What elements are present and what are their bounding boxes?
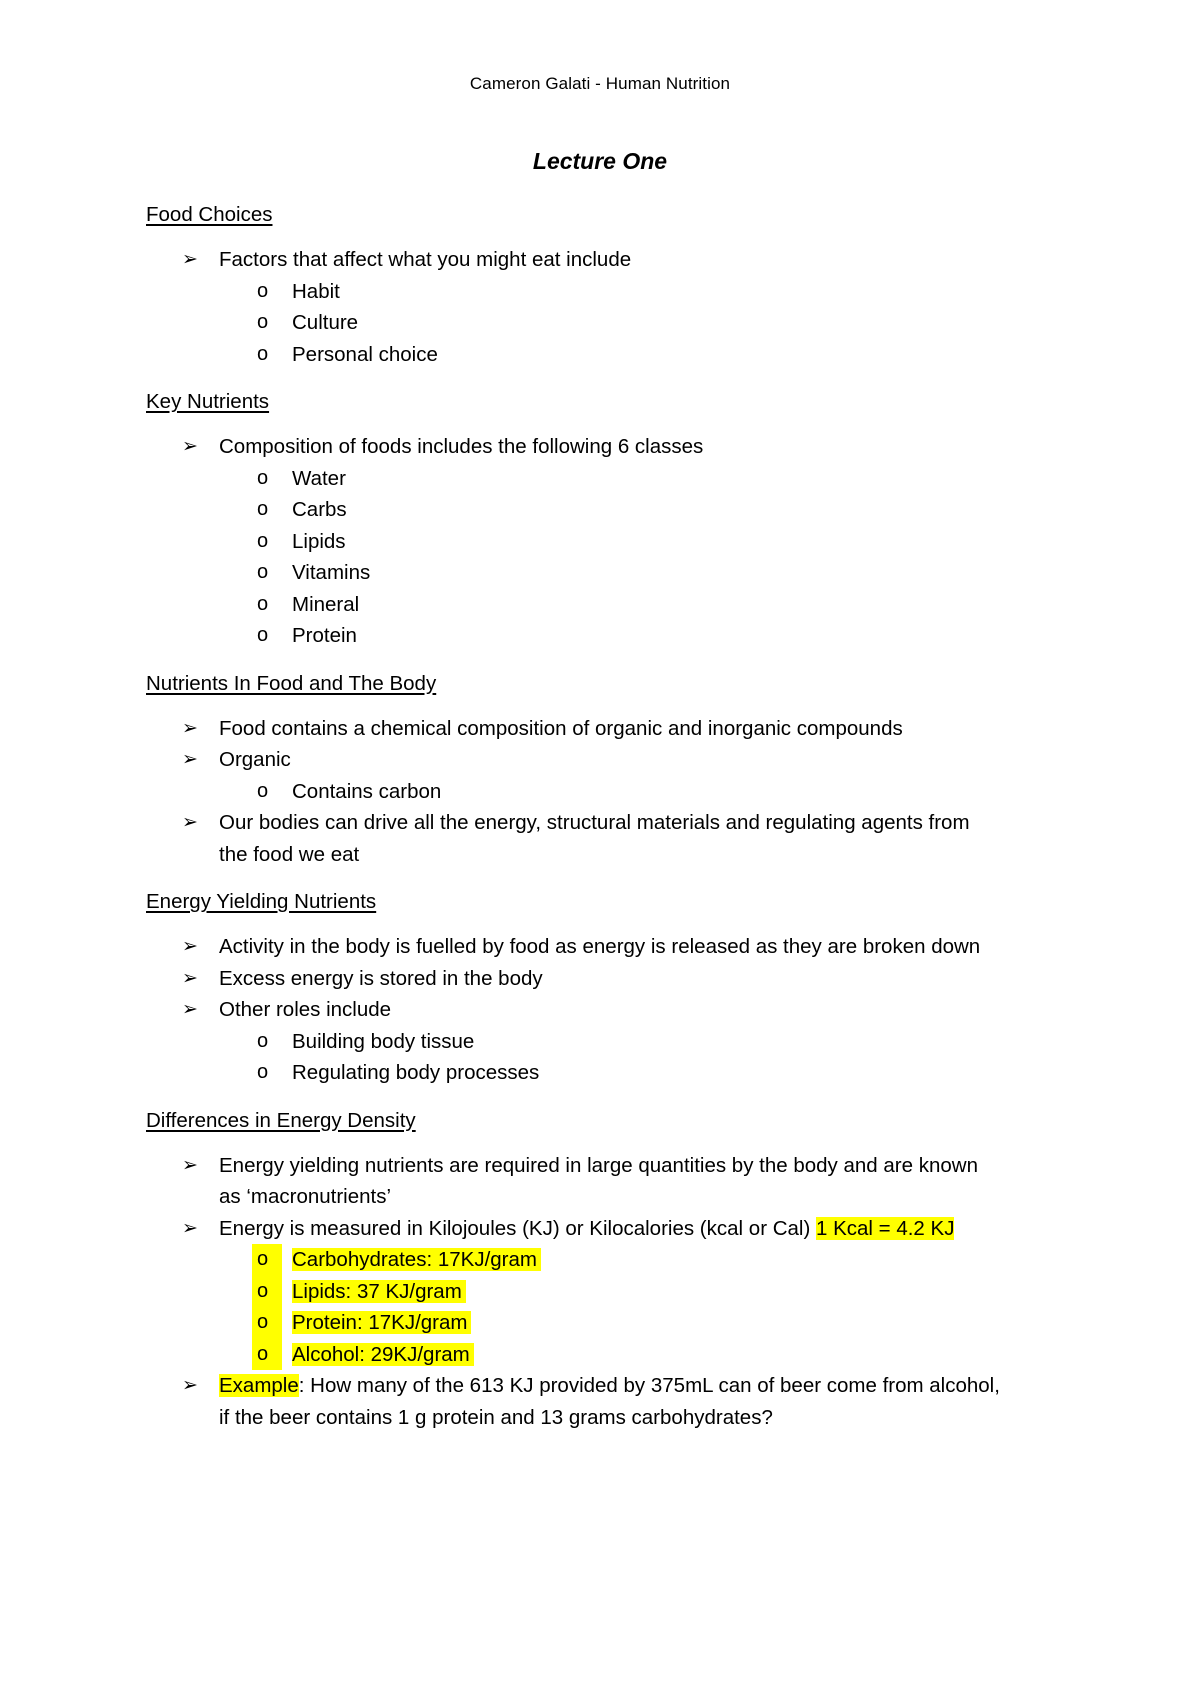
bullet-text: if the beer contains 1 g protein and 13 grams carbohydrates? — [219, 1405, 773, 1429]
bullet-item — [146, 431, 1076, 463]
sub-item — [146, 620, 1076, 652]
sub-text: Lipids — [292, 529, 346, 553]
sub-text: Lipids: 37 KJ/gram — [292, 1280, 466, 1303]
sub-item — [146, 1057, 1076, 1089]
sub-text: Water — [292, 466, 346, 490]
arrow-bullet-icon: ➢ — [182, 936, 198, 957]
sub-item — [146, 589, 1076, 621]
sub-item — [146, 557, 1076, 589]
circle-bullet-icon: o — [252, 1244, 282, 1276]
arrow-bullet-icon: ➢ — [182, 1217, 198, 1239]
sub-text: Culture — [292, 311, 359, 334]
arrow-bullet-icon: ➢ — [182, 967, 198, 989]
section-food-choices — [146, 199, 1076, 370]
sub-text: Vitamins — [292, 561, 371, 584]
circle-bullet-icon: o — [252, 1276, 282, 1308]
lecture-title: Lecture One — [532, 148, 668, 174]
section-heading: Food Choices — [146, 203, 273, 226]
section-energy-yielding — [146, 886, 1076, 1089]
section-heading: Nutrients In Food and The Body — [146, 671, 437, 695]
bullet-text: Other roles include — [219, 998, 392, 1021]
sub-item — [146, 526, 1076, 558]
bullet-text: Our bodies can drive all the energy, structural materials and regulating agents from — [219, 811, 970, 834]
circle-bullet-icon: o — [257, 466, 269, 489]
bullet-item — [146, 963, 1076, 995]
sub-item — [146, 339, 1076, 371]
arrow-bullet-icon: ➢ — [182, 812, 198, 833]
bullet-list — [146, 244, 1076, 370]
bullet-text: Organic — [219, 748, 291, 771]
bullet-text: : How many of the 613 KJ provided by 375mL can of beer come from alcohol, — [298, 1374, 1000, 1397]
bullet-text: Excess energy is stored in the body — [219, 966, 543, 990]
bullet-text: the food we eat — [219, 842, 360, 866]
sub-item — [146, 776, 1076, 808]
bullet-continuation — [146, 1402, 1076, 1434]
circle-bullet-icon: o — [257, 279, 269, 302]
example-label: Example — [219, 1374, 299, 1397]
bullet-text: Composition of foods includes the following 6 classes — [219, 435, 704, 458]
sub-item — [146, 494, 1076, 526]
circle-bullet-icon: o — [252, 1307, 282, 1339]
sub-item — [146, 463, 1076, 495]
bullet-list — [146, 713, 1076, 871]
bullet-continuation — [146, 839, 1076, 871]
sub-text: Habit — [292, 279, 340, 303]
bullet-item — [146, 744, 1076, 776]
bullet-item — [146, 931, 1076, 963]
bullet-item — [146, 807, 1076, 839]
section-key-nutrients — [146, 386, 1076, 652]
sub-item-highlighted — [146, 1276, 1076, 1308]
circle-bullet-icon: o — [257, 1029, 269, 1052]
sub-item — [146, 1026, 1076, 1058]
arrow-bullet-icon: ➢ — [182, 1154, 198, 1176]
bullet-item — [146, 1370, 1076, 1402]
circle-bullet-icon: o — [257, 498, 269, 520]
sub-text: Alcohol: 29KJ/gram — [292, 1343, 474, 1366]
sub-item-highlighted — [146, 1244, 1076, 1276]
circle-bullet-icon: o — [257, 342, 269, 365]
sub-text: Building body tissue — [292, 1029, 475, 1053]
bullet-list — [146, 1150, 1076, 1434]
arrow-bullet-icon: ➢ — [182, 436, 198, 457]
highlighted-conversion: 1 Kcal = 4.2 KJ — [816, 1216, 955, 1240]
bullet-text: Energy yielding nutrients are required in large quantities by the body and are known — [219, 1153, 978, 1177]
circle-bullet-icon: o — [257, 529, 269, 552]
bullet-list — [146, 931, 1076, 1089]
arrow-bullet-icon: ➢ — [182, 749, 198, 770]
sub-text: Mineral — [292, 592, 360, 616]
arrow-bullet-icon: ➢ — [182, 1375, 198, 1396]
sub-item-highlighted — [146, 1307, 1076, 1339]
circle-bullet-icon: o — [257, 624, 269, 646]
arrow-bullet-icon: ➢ — [182, 999, 198, 1020]
bullet-text: Activity in the body is fuelled by food as energy is released as they are broken down — [219, 935, 981, 958]
sub-item — [146, 307, 1076, 339]
circle-bullet-icon: o — [257, 1061, 269, 1083]
bullet-list — [146, 431, 1076, 652]
sub-text: Protein — [292, 624, 357, 647]
bullet-text: Energy is measured in Kilojoules (KJ) or Kilocalories (kcal or Cal) — [219, 1216, 816, 1240]
arrow-bullet-icon: ➢ — [182, 249, 198, 270]
bullet-item — [146, 1150, 1076, 1182]
sub-text: Carbs — [292, 498, 347, 521]
section-energy-density — [146, 1105, 1076, 1434]
bullet-item — [146, 994, 1076, 1026]
circle-bullet-icon: o — [257, 779, 269, 802]
circle-bullet-icon: o — [252, 1339, 282, 1371]
section-heading: Differences in Energy Density — [146, 1108, 416, 1132]
sub-item — [146, 276, 1076, 308]
sub-text: Protein: 17KJ/gram — [292, 1311, 471, 1334]
bullet-text: Factors that affect what you might eat include — [219, 248, 632, 271]
arrow-bullet-icon: ➢ — [182, 717, 198, 739]
bullet-text: as ‘macronutrients’ — [219, 1185, 392, 1208]
sub-text: Regulating body processes — [292, 1061, 540, 1084]
section-heading: Key Nutrients — [146, 390, 270, 413]
bullet-text: Food contains a chemical composition of organic and inorganic compounds — [219, 716, 903, 740]
sub-text: Contains carbon — [292, 779, 442, 803]
sub-text: Personal choice — [292, 342, 438, 366]
section-heading: Energy Yielding Nutrients — [146, 890, 377, 913]
circle-bullet-icon: o — [257, 561, 269, 583]
notes-body — [146, 199, 1076, 1449]
bullet-item — [146, 713, 1076, 745]
bullet-continuation — [146, 1181, 1076, 1213]
circle-bullet-icon: o — [257, 311, 269, 333]
circle-bullet-icon: o — [257, 592, 269, 615]
section-nutrients-in-food — [146, 668, 1076, 871]
sub-item-highlighted — [146, 1339, 1076, 1371]
bullet-item — [146, 1213, 1076, 1245]
running-header: Cameron Galati - Human Nutrition — [469, 74, 731, 93]
sub-text: Carbohydrates: 17KJ/gram — [292, 1248, 541, 1271]
bullet-item — [146, 244, 1076, 276]
